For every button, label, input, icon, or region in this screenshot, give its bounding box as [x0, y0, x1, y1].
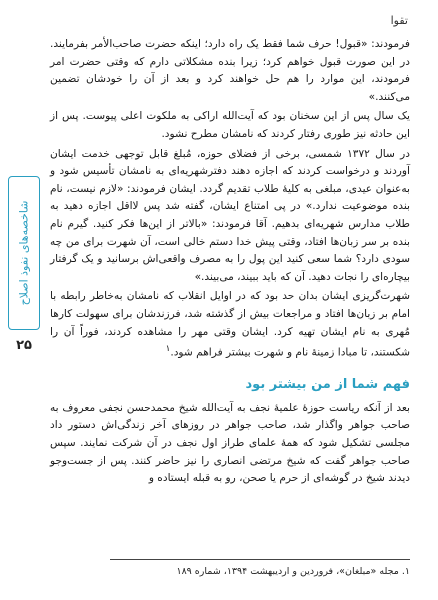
paragraph-4 [50, 288, 410, 362]
side-chapter-tab [8, 176, 40, 330]
side-chapter-tab-label: شاخصه‌های نفوذ اصلاح [17, 200, 31, 306]
section-heading: فهم شما از من بیشتر بود [245, 377, 410, 393]
section-paragraph: بعد از آنکه ریاست حوزهٔ علمیهٔ نجف به آیت‌الله شیخ محمدحسن نجفی معروف به صاحب جواهر واگذار شد، صاحب جواهر در روزهای آخر زندگی‌اش دستور داد مجلسی تشکیل شود که همهٔ علمای طراز اول نجف در آن شرکت نمایند. سپس صاحب جواهر گفت که شیخ مرتضی انصاری را نیز حاضر کنند. پس از جست‌وجو دیدند شیخ در گوشه‌ای از حرم یا صحن، رو به قبله ایستاده و [50, 401, 410, 485]
page-number: ۲۵ [16, 338, 32, 353]
paragraph-1: فرمودند: «قبول! حرف شما فقط یک راه دارد؛ اینکه حضرت صاحب‌الأمر بفرمایند. در این صورت قبول خواهم کرد؛ زیرا بنده مشکلاتی دارم که وقتی حضرت امر فرمودند، این موارد را هم حل خواهند کرد و بعد از آن را خودشان تضمین می‌کنند.» [50, 38, 410, 103]
footnote-divider [110, 559, 410, 560]
paragraph-4-text: شهرت‌گریزی ایشان بدان حد بود که در اوایل انقلاب که نامشان به‌خاطر رابطه با امام بر زبان‌ها افتاد و مراجعات بیش از گذشته شد، فرزندشان برای سهولت کارها مُهری به نام ایشان تهیه کرد. ایشان وقتی مهر را مشاهده کردند، فوراً آن را شکستند، تا مبادا زمینهٔ نام و شهرت بیشتر فراهم شود. [50, 290, 410, 359]
running-head-title: تقوا [390, 14, 408, 27]
main-text-column [50, 36, 410, 490]
paragraph-3: در سال ۱۳۷۲ شمسی، برخی از فضلای حوزه، مُبلغ قابل توجهی خدمت ایشان آوردند و درخواست کردند که اجازه دهند دفترشهریه‌ای به نامشان تأسیس شود و به‌عنوان عیدی، مبلغی به کلیهٔ طلاب تقدیم گردد. ایشان فرمودند: «لازم نیست، نام بنده موضوعیت ندارد.» در پی امتناع ایشان، گفته شد پس لااقل اجازه دهید به طلاب مدارس شهریه‌ای بدهیم. آقا فرمودند: «بالاتر از این‌ها فکر کنید. گیرم نام بنده بر سر زبان‌ها افتاد، وقتی پیش خدا دستم خالی است، آن شهرت برای من چه سودی دارد؟ شما سعی کنید این پول را به مصرف واقعی‌اش برسانید و یک گرفتار بیچاره‌ای را نجات دهید. آن که باید ببیند، می‌بیند.» [50, 147, 410, 283]
paragraph-2: یک سال پس از این سخنان بود که آیت‌الله اراکی به ملکوت اعلی پیوست. پس از این حادثه نیز طوری رفتار کردند که نامشان مطرح نشود. [50, 110, 410, 140]
footnote: ۱. مجله «مبلغان»، فروردین و اردیبهشت ۱۳۹۴، شماره ۱۸۹ [176, 566, 410, 577]
footnote-marker: ۱ [165, 344, 171, 355]
